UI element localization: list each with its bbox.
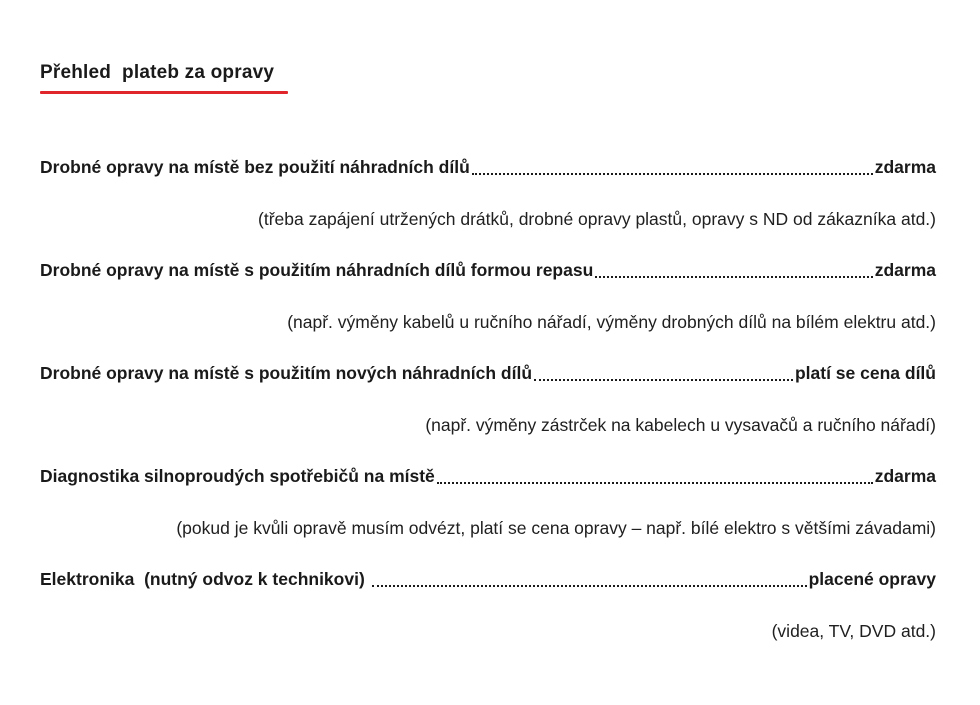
payments-overview-list bbox=[40, 156, 936, 643]
dotted-leader bbox=[437, 482, 873, 484]
dotted-leader bbox=[534, 379, 793, 381]
entry-note-row bbox=[40, 208, 936, 231]
entry-price-value: zdarma bbox=[874, 157, 936, 177]
entry-note-text: (např. výměny zástrček na kabelech u vysavačů a ručního nářadí) bbox=[425, 414, 936, 435]
page-title: Přehled plateb za opravy bbox=[40, 62, 275, 83]
title-underline-rule bbox=[40, 91, 288, 94]
price-entry-row bbox=[40, 362, 936, 385]
price-entry-row bbox=[40, 156, 936, 179]
entry-label: Drobné opravy na místě s použitím nových náhradních dílů bbox=[40, 363, 533, 383]
dotted-leader bbox=[472, 173, 873, 175]
dotted-leader bbox=[595, 276, 872, 278]
price-entry-row bbox=[40, 568, 936, 591]
entry-note-text: (třeba zapájení utržených drátků, drobné opravy plastů, opravy s ND od zákazníka atd.) bbox=[258, 208, 936, 229]
entry-note-text: (např. výměny kabelů u ručního nářadí, výměny drobných dílů na bílém elektru atd.) bbox=[287, 311, 936, 332]
dotted-leader bbox=[372, 585, 807, 587]
entry-price-value: zdarma bbox=[874, 260, 936, 280]
entry-price-value: zdarma bbox=[874, 466, 936, 486]
entry-label: Drobné opravy na místě s použitím náhradních dílů formou repasu bbox=[40, 260, 594, 280]
entry-price-value: placené opravy bbox=[808, 569, 936, 589]
price-entry-row bbox=[40, 259, 936, 282]
entry-note-row bbox=[40, 517, 936, 540]
entry-note-text: (videa, TV, DVD atd.) bbox=[771, 620, 936, 641]
entry-label: Elektronika (nutný odvoz k technikovi) bbox=[40, 569, 370, 589]
entry-note-row bbox=[40, 414, 936, 437]
entry-note-row bbox=[40, 311, 936, 334]
entry-note-text: (pokud je kvůli opravě musím odvézt, platí se cena opravy – např. bílé elektro s většími závadami) bbox=[176, 517, 936, 538]
title-block bbox=[40, 62, 288, 94]
price-entry-row bbox=[40, 465, 936, 488]
entry-note-row bbox=[40, 620, 936, 643]
entry-label: Drobné opravy na místě bez použití náhradních dílů bbox=[40, 157, 470, 177]
entry-label: Diagnostika silnoproudých spotřebičů na místě bbox=[40, 466, 435, 486]
entry-price-value: platí se cena dílů bbox=[794, 363, 936, 383]
